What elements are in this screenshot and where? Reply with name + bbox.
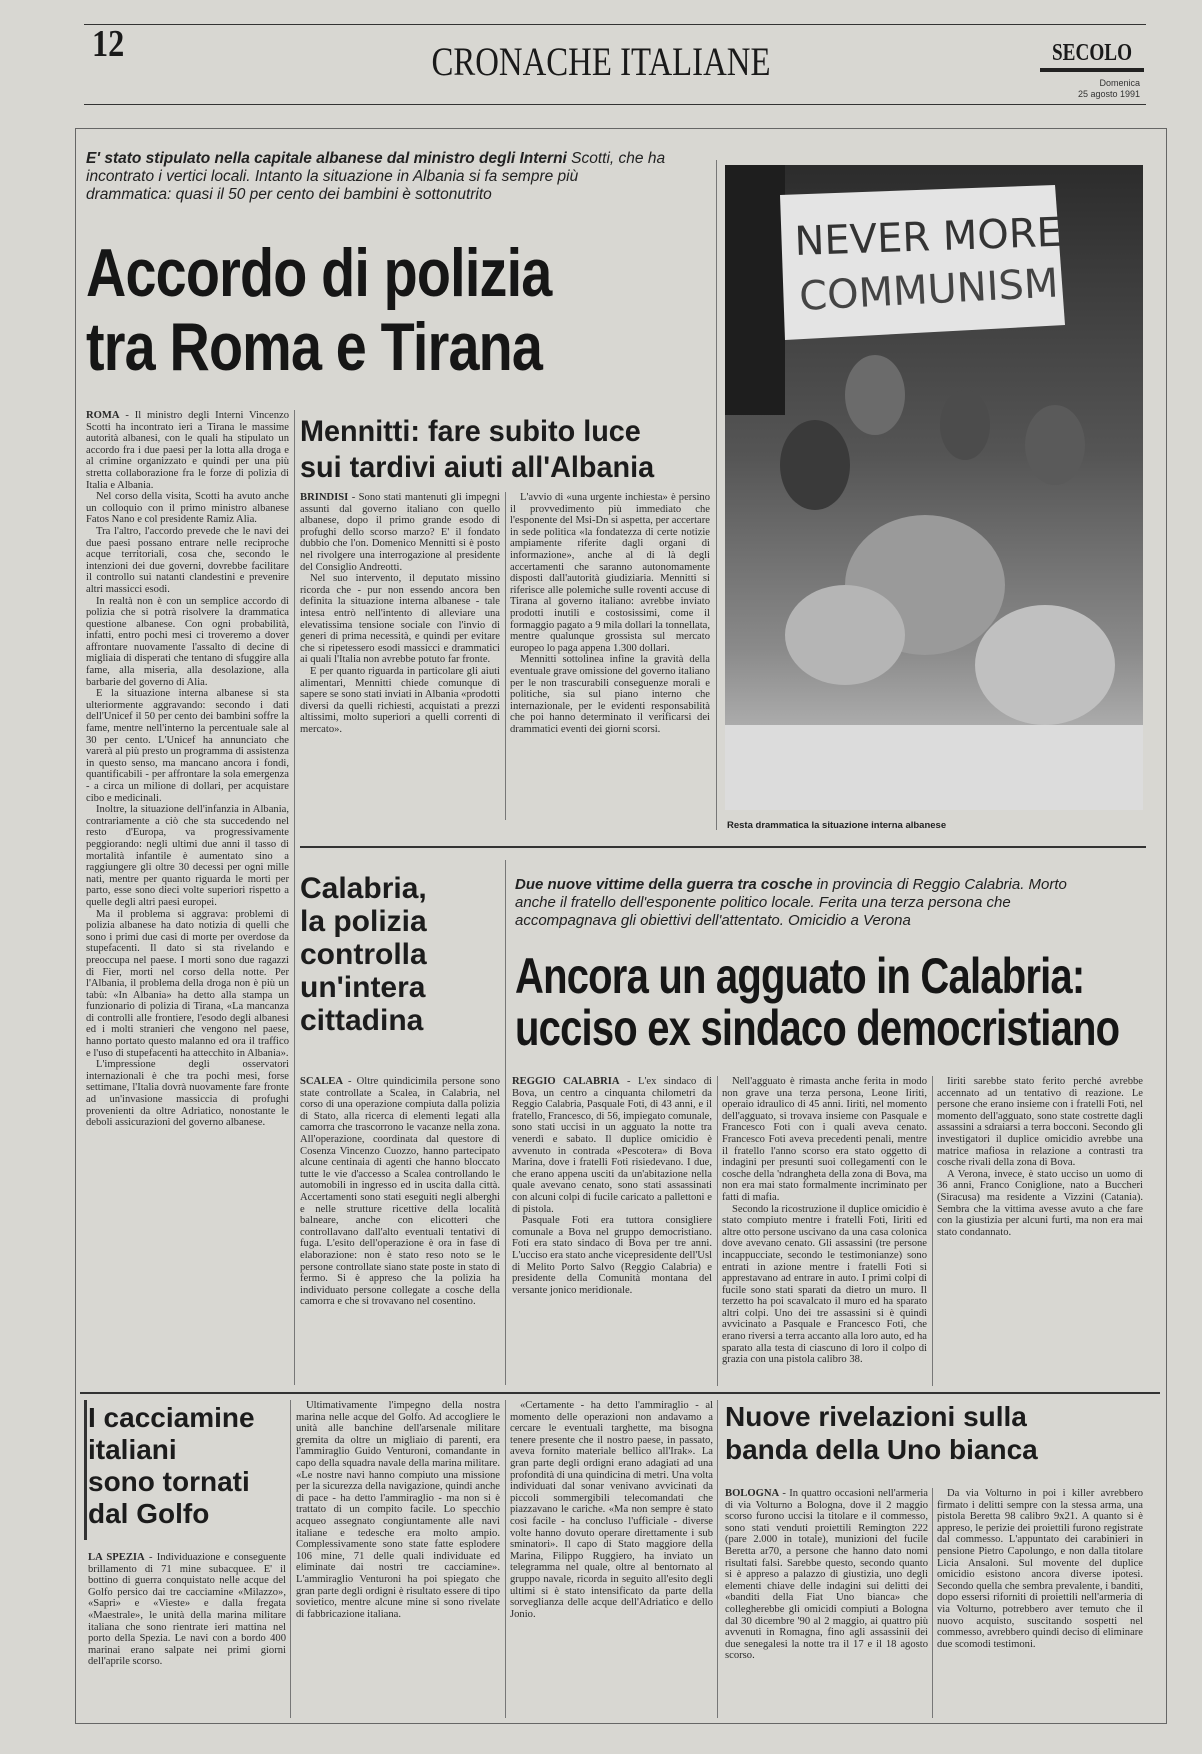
calabria-deck [515,876,1105,930]
article-paragraph: Secondo la ricostruzione il duplice omicidio è stato compiuto mentre i fratelli Foti, Iiriti ed altre otto persone uscivano da una casa colonica dove avevano cenato. Gli assassini (tre persone incappucciate, secondo le testimonianze) sono entrati in azione mentre i fratelli Foti si apprestavano ad entrare in auto. I primi colpi di fucile sono stati sparati da dietro un muro. Il terzetto ha poi scavalcato il muro ed ha sparato altri colpi. Uno dei tre assassini si è quindi avvicinato a Pasquale e Francesco Foti, che erano riversi a terra accanto alla loro auto, ed ha sparato alla testa di ciascuno di loro il colpo di grazia con una pistola calibro 38. [722,1203,927,1366]
article-paragraph: Nell'agguato è rimasta anche ferita in modo non grave una terza persona, Leone Iiriti, operaio idraulico di 45 anni. Iiriti, nel momento dell'agguato, si trovava insieme con Pasquale e Francesco Foti con i quali aveva cenato. Francesco Foti aveva precedenti penali, mentre il fratello l'anno scorso era stato oggetto di indagini per presunti suoi collegamenti con le cosche della 'ndrangheta della zona di Bova, ma non era mai stato formalmente incriminato per fatti di mafia. [722,1076,927,1203]
article-paragraph: E per quanto riguarda in particolare gli aiuti alimentari, Mennitti chiede comunque di sapere se sono stati inviati in Albania «prodotti diversi da quelli richiesti, acquistati a prezzi altissimi, molto superiori a quelli correnti di mercato». [300,665,500,735]
headline-line: Calabria, [300,872,427,905]
main-headline [86,236,551,384]
article-paragraph: Pasquale Foti era tuttora consigliere comunale a Bova nel gruppo democristiano. Foti era stato sindaco di Bova per tre anni. L'ucciso era stato anche vicepresidente dell'Usl di Melito Porto Salvo (Reggio Calabria) e presidente della Comunità montana del versante jonico meridionale. [512,1215,712,1296]
column-rule [294,410,295,1385]
article-paragraph: L'impressione degli osservatori internazionali è che tra pochi mesi, forse settimane, l'Italia dovrà nuovamente fare fronte ad un'invasione massiccia di profughi provenienti da oltre Adriatico, nonostante le deboli assicurazioni del governo albanese. [86,1059,289,1129]
column-rule [717,1076,718,1386]
main-story-body [86,410,289,1385]
article-paragraph: Inoltre, la situazione dell'infanzia in Albania, contrariamente a ciò che sta succedendo nel resto d'Europa, va progressivamente peggiorando: negli ultimi due anni il tasso di mortalità infantile è aumentato sino a raggiungere gli oltre 30 decessi per ogni mille nati, mentre per quanto riguarda le morti per parto, esse sono dieci volte superiori rispetto a quelle degli altri paesi europei. [86,804,289,908]
article-paragraph: In realtà non è con un semplice accordo di polizia che si potrà risolvere la drammatica questione albanese. Con ogni probabilità, infatti, entro pochi mesi ci troveremo a dover affrontare nuovamente l'assalto di decine di migliaia di disperati che tentano di sfuggire alla fame, alla miseria, alla desolazione, alla barbarie del governo di Alia. [86,595,289,688]
headline-line: un'intera [300,971,426,1004]
headline-line: controlla [300,938,427,971]
column-rule [932,1488,933,1718]
calabria-body-col1 [512,1076,712,1386]
mennitti-body-col1 [300,492,500,820]
headline-line: sui tardivi aiuti all'Albania [300,451,655,484]
main-deck [86,150,666,204]
bottom-divider [80,1392,1160,1394]
calabria-headline [515,950,1119,1054]
section-title: CRONACHE ITALIANE [431,39,771,84]
cacciamine-body-col2 [296,1400,500,1718]
mennitti-body-col2 [510,492,710,820]
section-divider [300,846,1146,848]
headline-line: sono tornati [88,1466,250,1497]
sign-text-line1: NEVER MORE [793,209,1063,265]
calabria-body-col3 [937,1076,1143,1386]
headline-line: banda della Uno bianca [725,1434,1038,1465]
article-paragraph: E la situazione interna albanese si sta ulteriormente aggravando: secondo i dati dell'Unicef il 50 per cento dei bambini soffre la fame, mentre nell'interno la percentuale sale al 30 per cento. L'Unicef ha annunciato che varerà al più presto un programma di assistenza in questo senso, ma mancano ancora i fondi, quantificabili - per affrontare la sola emergenza - a circa un milione di dollari, per acquistare cibo e medicinali. [86,688,289,804]
article-paragraph: Da via Volturno in poi i killer avrebbero firmato i delitti sempre con la stessa arma, una pistola Beretta 98 calibro 9x21. A quanto si è appreso, le perizie dei proiettili furono registrate dal commesso. L'appuntato dei carabinieri in pensione Pietro Capolungo, e non dalla titolare Licia Ansaloni. Sul movente del duplice omicidio esistono ancora diverse ipotesi. Secondo quella che sembra prevalente, i banditi, dopo essersi riforniti di proiettili nell'armeria di via Volturno, potrebbero aver temuto che il nuovo acquisto, suscitando sospetti nel commesso, avrebbero quindi deciso di eliminare due scomodi testimoni. [937,1488,1143,1650]
headline-line: tra Roma e Tirana [86,309,543,385]
headline-line: la polizia [300,905,427,938]
headline-bar [84,1400,87,1540]
article-paragraph: ROMA - Il ministro degli Interni Vincenzo Scotti ha incontrato ieri a Tirana le massime autorità albanesi, con le quali ha stipulato un accordo fra i due paesi per la lotta alla droga e al crimine organizzato e quindi per una più stretta collaborazione fra le forze di polizia di Italia e Albania. [86,410,289,491]
calabria-sidebar-body [300,1076,500,1386]
dateline: ROMA [86,410,120,421]
headline-line: italiani [88,1434,177,1465]
header-rule [84,104,1146,105]
article-paragraph: BRINDISI - Sono stati mantenuti gli impegni assunti dal governo italiano con quello albanese, dopo il primo grande esodo di profughi dello scorso marzo? E' il fondato dubbio che l'on. Domenico Mennitti si è posto nel rivolgere una interrogazione al presidente del Consiglio Andreotti. [300,492,500,573]
headline-line: I cacciamine [88,1402,255,1433]
headline-line: dal Golfo [88,1498,210,1529]
deck-rest: in provincia di Reggio Calabria. Morto anche il fratello dell'esponente politico locale. Ferita una terza persona che accompagnava gli obiettivi dell'attentato. Omicidio a Verona [515,876,1067,929]
headline-line: cittadina [300,1004,424,1037]
column-rule [505,860,506,1385]
article-paragraph: L'avvio di «una urgente inchiesta» è persino il provvedimento più immediato che l'esponente del Msi-Dn si aspetta, per accertare in sede politica «la fondatezza di certe notizie ampiamente riferite dagli organi di informazione», anche al di là degli accertamenti che saranno autonomamente disposti dall'autorità giudiziaria. Mennitti si riferisce alle polemiche sulle roventi accuse di Tirana al governo italiano: avrebbe inviato prodotti inutili e costosissimi, come il formaggio pagato a 9 mila dollari la tonnellata, mentre qualunque grossista sul mercato europeo lo paga appena 1.300 dollari. [510,492,710,654]
article-paragraph: Ma il problema si aggrava: problemi di polizia albanese ha dato notizia di quelli che sono i primi due casi di morte per overdose da stupefacenti. Il dato si sta rivelando e preoccupa nel paese. I morti sono due ragazzi di Fier, morti nel corso della notte. Per l'Albania, il problema della droga non è più un tabù: «In Albania» ha detto alla stampa un funzionario di polizia di Tirana, «La mancanza di controlli alle frontiere, l'esodo degli albanesi ed i molti stranieri che vengono nel paese, hanno portato questo malanno ed ora il traffico e l'uso di stupefacenti ha attecchito in Albania». [86,908,289,1059]
protest-photo [725,165,1143,810]
uno-bianca-body-col2 [937,1488,1143,1718]
article-paragraph: Tra l'altro, l'accordo prevede che le navi dei due paesi possano entrare nelle reciproche acque territoriali, cosa che, secondo le intenzioni dei due governi, dovrebbe facilitare il controllo sui natanti clandestini e prevenire altri massicci esodi. [86,525,289,595]
deck-rest: Scotti, che ha incontrato i vertici locali. Intanto la situazione in Albania si fa sempre più drammatica: quasi il 50 per cento dei bambini è sottonutrito [86,150,666,203]
cacciamine-headline [88,1402,255,1530]
dateline: SCALEA [300,1076,343,1087]
newspaper-name: SECOLO [1051,40,1133,66]
dateline: LA SPEZIA [88,1552,145,1563]
sign-text-line2: COMMUNISM [798,260,1060,320]
column-rule [716,160,717,830]
article-paragraph: REGGIO CALABRIA - L'ex sindaco di Bova, un centro a cinquanta chilometri da Reggio Calabria, Pasquale Foti, di 43 anni, e il fratello, Francesco, di 56, impiegato comunale, sono stati uccisi in un agguato la notte tra venerdì e sabato. Il duplice omicidio è avvenuto in contrada «Pescotera» di Bova Marina, dove i fratelli Foti risiedevano. I due, che erano appena usciti da un'abitazione nella quale avevano cenato, sono stati assassinati con alcuni colpi di fucile caricato a pallettoni e di pistola. [512,1076,712,1215]
article-paragraph: SCALEA - Oltre quindicimila persone sono state controllate a Scalea, in Calabria, nel corso di una operazione compiuta dalla polizia di Stato, alla ricerca di elementi legati alla camorra che trascorrono le vacanze nella zona. All'operazione, coordinata dal questore di Cosenza Vincenzo Cuozzo, hanno partecipato alcune centinaia di agenti che hanno bloccato tutte le vie d'accesso a Scalea controllando le automobili in ingresso ed in uscita dalla città. Accertamenti sono stati eseguiti negli alberghi e nelle strutture ricettive della località balneare, anche con elicotteri che controllavano dall'alto eventuali tentativi di fuga. L'esito dell'operazione è ora in fase di elaborazione: non è stato reso noto se le persone controllate siano state poste in stato di fermo. Si è appreso che la polizia ha individuato persone collegate a cosche della camorra e che si trovavano nel cosentino. [300,1076,500,1308]
date: 25 agosto 1991 [1077,89,1140,99]
headline-line: Ancora un agguato in Calabria: [515,948,1085,1004]
headline-line: Mennitti: fare subito luce [300,415,641,448]
article-paragraph: Nel suo intervento, il deputato missino ricorda che - pur non essendo ancora ben definita la situazione interna albanese - tale intesa entrò nell'intento di alleviare una elevatissima tensione sociale con l'invio di generi di prima necessità, e quindi per evitare che si ripetessero esodi massicci e drammatici ai quali l'Italia non avrebbe potuto far fronte. [300,573,500,666]
article-paragraph: BOLOGNA - In quattro occasioni nell'armeria di via Volturno a Bologna, dove il 2 maggio scorso furono uccisi la titolare e il commesso, sono stati venduti proiettili Remington 222 (pare 2.000 in totale), munizioni del fucile Beretta ar70, a persone che hanno dato nomi risultati falsi. Sarebbe questo, secondo quanto si è appreso a palazzo di giustizia, uno degli elementi chiave delle indagini sui delitti dei «banditi della Fiat Uno bianca» che collegherebbe gli omicidi compiuti a Bologna dal 30 dicembre '90 al 2 maggio, ai quattro più avvenuti in Romagna, fino agli assassinii dei due senegalesi la notte tra il 17 e il 18 agosto scorso. [725,1488,928,1662]
deck-bold: Due nuove vittime della guerra tra cosche [515,876,813,893]
article-paragraph: Mennitti sottolinea infine la gravità della eventuale grave omissione del governo italiano per le non trascurabili conseguenze morali e politiche, sia sul piano interno che internazionale, per le evidenti responsabilità che poi hanno determinato il verificarsi dei drammatici eventi dei giorni scorsi. [510,654,710,735]
logo-bar [1040,68,1144,72]
issue-date [1030,78,1140,100]
article-paragraph: A Verona, invece, è stato ucciso un uomo di 36 anni, Franco Coniglione, nato a Buccheri (Siracusa) ma residente a Vizzini (Catania). Sembra che la vittima avesse avuto a che fare con la giustizia per alcuni furti, ma non era mai stato condannato. [937,1168,1143,1238]
dateline: BOLOGNA [725,1488,780,1499]
uno-bianca-headline [725,1400,1038,1466]
column-rule [717,1400,718,1718]
uno-bianca-body-col1 [725,1488,928,1718]
article-paragraph: Ultimativamente l'impegno della nostra marina nelle acque del Golfo. Ad accogliere le unità alle banchine dell'arsenale militare gremita da oltre un migliaio di parenti, era l'ammiraglio Guido Venturoni, comandante in capo della squadra navale della marina militare. «Le nostre navi hanno compiuto una missione per la sicurezza della navigazione, quindi anche di pace - ha detto l'ammiraglio - ma non si è trattato di un compito facile. Lo specchio acqueo assegnato congiuntamente alle navi italiane e tedesche era molto ampio. Complessivamente sono state fatte esplodere 106 mine, 71 delle quali individuate ed eliminate dai nostri tre cacciamine». L'ammiraglio Venturoni ha poi spiegato che gran parte degli ordigni è risultato essere di tipo sovietico, mentre alcune mine si sono rivelate di fabbricazione italiana. [296,1400,500,1620]
cacciamine-body-col1 [88,1552,286,1717]
photo-caption: Resta drammatica la situazione interna albanese [727,820,947,831]
column-rule [505,1400,506,1718]
article-paragraph: «Certamente - ha detto l'ammiraglio - al momento delle operazioni non andavamo a cercare le eventuali targhette, ma bisogna tenere presente che il nostro paese, in passato, aveva fornito materiale bellico all'Irak». La gran parte degli ordigni erano adagiati ad una profondità di una quindicina di metri. Una volta individuati dal sonar venivano avvicinati da piccoli sommergibili telecomandati che piazzavano le cariche. «Ma non sempre è stato così facile - ha concluso l'ufficiale - diverse volte hanno dovuto operare direttamente i sub sminatori». Il capo di Stato maggiore della Marina, Filippo Ruggiero, ha inviato un telegramma nel quale, oltre al bentornato al gruppo navale, ricorda in seguito all'esito degli ultimi si è stato intensificato da parte della sorveglianza delle acque dell'Adriatico e dello Jonio. [510,1400,713,1620]
article-paragraph: LA SPEZIA - Individuazione e conseguente brillamento di 71 mine subacquee. E' il bottino di guerra conquistato nelle acque del Golfo persico dai tre cacciamine «Milazzo», «Sapri» e «Vieste» e dalla fregata «Maestrale», le unità della marina militare italiana che sono rientrate ieri mattina nel porto della Spezia. Le navi con a bordo 400 marinai erano salpate nei primi giorni dell'aprile scorso. [88,1552,286,1668]
top-rule [84,24,1146,25]
newspaper-logo [1040,40,1144,72]
cacciamine-body-col3 [510,1400,713,1718]
column-rule [932,1076,933,1386]
article-paragraph: Iiriti sarebbe stato ferito perché avrebbe accennato ad un tentativo di reazione. Le persone che erano insieme con i fratelli Foti, nel momento dell'agguato, sono state costrette dagli assassini a sdraiarsi a terra bocconi. Secondo gli investigatori il duplice omicidio avrebbe una matrice mafiosa in relazione a contrasti tra cosche rivali della zona di Bova. [937,1076,1143,1169]
headline-line: Nuove rivelazioni sulla [725,1401,1027,1432]
page-number: 12 [92,23,125,65]
headline-line: Accordo di polizia [86,235,552,311]
calabria-sidebar-headline [300,872,427,1037]
protest-photo-image [725,165,1143,810]
calabria-body-col2 [722,1076,927,1386]
deck-bold: E' stato stipulato nella capitale albanese dal ministro degli Interni [86,150,567,167]
headline-line: ucciso ex sindaco democristiano [515,1000,1120,1056]
mennitti-headline [300,414,654,486]
dateline: BRINDISI [300,492,349,503]
column-rule [290,1400,291,1718]
dateline: REGGIO CALABRIA [512,1076,620,1087]
column-rule [505,492,506,820]
weekday: Domenica [1099,78,1140,88]
article-paragraph: Nel corso della visita, Scotti ha avuto anche un colloquio con il primo ministro albanese Fatos Nano e col presidente Ramiz Alia. [86,491,289,526]
